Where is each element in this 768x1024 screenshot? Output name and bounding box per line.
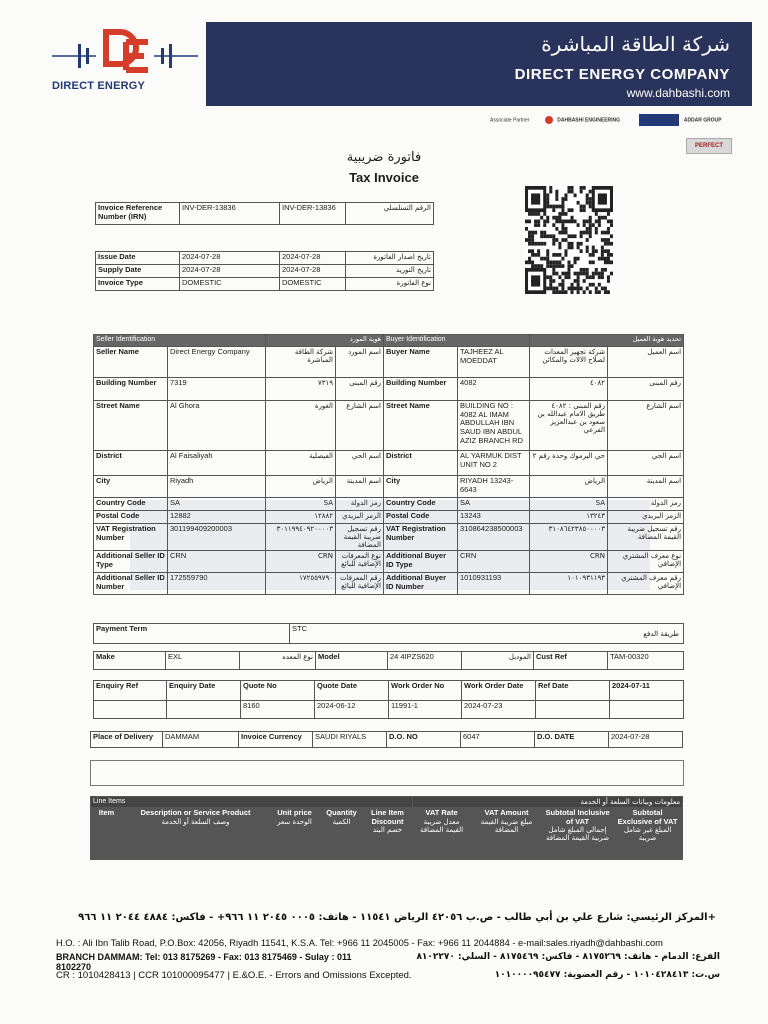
- line-items-column-header: [543, 808, 613, 860]
- seller-field-label-ar: رقم المبنى: [336, 378, 384, 401]
- do-date-value: 2024-07-28: [609, 732, 683, 748]
- identification-row: [94, 476, 684, 498]
- seller-heading: Seller Identification: [94, 335, 266, 347]
- payment-label-ar: طريقة الدفع: [643, 630, 679, 638]
- identification-row: [94, 378, 684, 401]
- seller-field-value: Direct Energy Company: [168, 347, 266, 378]
- column-header-ar: وصف السلعة أو الخدمة: [161, 817, 230, 826]
- enquiry-header: Ref Date: [536, 681, 610, 701]
- seller-field-label-ar: نوع المعرفات الإضافية للبائع: [336, 551, 384, 573]
- seller-field-value: Al Ghora: [168, 401, 266, 451]
- enquiry-value: 11991-1: [389, 701, 462, 719]
- buyer-field-label: Country Code: [384, 498, 458, 511]
- buyer-heading: Buyer Identification: [384, 335, 530, 347]
- issue-value-2: 2024-07-28: [280, 252, 346, 265]
- seller-field-value: CRN: [168, 551, 266, 573]
- footer-hq-ar: المركز الرئيسي: شارع علي بن أبي طالب - ص.ب ٤٢٠٥٦ الرياض ١١٥٤١ - هاتف: ٠٠٠٥ ٢٠٤٥ ١١ ٩٦٦+ - فاكس: ٤٨٨٤ ٢٠٤٤ ١١ ٩٦٦+: [78, 912, 716, 923]
- issue-label-ar: تاريخ اصدار الفاتورة: [346, 252, 434, 265]
- seller-field-label: Street Name: [94, 401, 168, 451]
- buyer-field-label-ar: الرمز البريدي: [608, 511, 684, 524]
- identification-row: [94, 401, 684, 451]
- identification-row: [94, 573, 684, 595]
- enquiry-value: [94, 701, 167, 719]
- buyer-field-value: 310864238500003: [458, 524, 530, 551]
- seller-field-value: 12882: [168, 511, 266, 524]
- enquiry-header: Quote No: [241, 681, 315, 701]
- enquiry-header: Work Order No: [389, 681, 462, 701]
- identification-row: [94, 451, 684, 476]
- issue-label: Issue Date: [96, 252, 180, 265]
- seller-field-label-ar: اسم المورد: [336, 347, 384, 378]
- enquiry-header: Enquiry Ref: [94, 681, 167, 701]
- buyer-field-value-ar: CRN: [530, 551, 608, 573]
- currency-value: SAUDI RIYALS: [313, 732, 387, 748]
- seller-field-value-ar: ١٢٨٨٢: [266, 511, 336, 524]
- buyer-field-label: District: [384, 451, 458, 476]
- column-header-ar: معدل ضريبة القيمة المضافة: [419, 817, 464, 834]
- seller-field-label: Additional Seller ID Number: [94, 573, 168, 595]
- partner-addar-icon: [639, 114, 679, 126]
- column-header-en: VAT Amount: [484, 808, 529, 818]
- seller-field-label-ar: الرمز البريدي: [336, 511, 384, 524]
- qr-code: [525, 186, 613, 294]
- buyer-field-value: BUILDING NO : 4082 AL IMAM ABDULLAH IBN SAUD IBN ABDUL AZIZ BRANCH RD: [458, 401, 530, 451]
- enquiry-header: Quote Date: [315, 681, 389, 701]
- issue-row: [96, 265, 434, 278]
- seller-field-value-ar: شركة الطاقة المباشرة: [266, 347, 336, 378]
- issue-row: [96, 252, 434, 265]
- title-en: Tax Invoice: [349, 170, 419, 185]
- buyer-field-label: Additional Buyer ID Number: [384, 573, 458, 595]
- seller-field-value-ar: ٣٠١١٩٩٤٠٩٢٠٠٠٠٣: [266, 524, 336, 551]
- seller-field-label-ar: رمز الدولة: [336, 498, 384, 511]
- footer-hq-en: H.O. : Ali Ibn Talib Road, P.O.Box: 42056, Riyadh 11541, K.S.A. Tel: +966 11 2045005 - Fax: +966 11 2044884 - e-mail:sales.riyadh@dahbashi.com: [56, 938, 663, 948]
- buyer-field-label: Postal Code: [384, 511, 458, 524]
- buyer-field-label: VAT Registration Number: [384, 524, 458, 551]
- enquiry-value: 2024-06-12: [315, 701, 389, 719]
- buyer-field-value: 13243: [458, 511, 530, 524]
- buyer-field-value: RIYADH 13243-6643: [458, 476, 530, 498]
- seller-field-label: Building Number: [94, 378, 168, 401]
- delivery-table: [90, 731, 683, 748]
- company-name-ar: شركة الطاقة المباشرة: [541, 32, 730, 56]
- currency-label: Invoice Currency: [239, 732, 313, 748]
- partner-perfect: PERFECT: [686, 138, 732, 154]
- enquiry-value: 8160: [241, 701, 315, 719]
- issue-label-ar: نوع الفاتورة: [346, 278, 434, 291]
- line-items-column-header: [123, 808, 269, 860]
- issue-table: [95, 251, 434, 291]
- issue-value-2: DOMESTIC: [280, 278, 346, 291]
- enquiry-value: [536, 701, 610, 719]
- buyer-field-value-ar: ٣١٠٨٦٤٢٣٨٥٠٠٠٠٣: [530, 524, 608, 551]
- seller-field-value-ar: الرياض: [266, 476, 336, 498]
- logo-wordmark: DIRECT ENERGY: [52, 80, 146, 92]
- associate-label: Associate Partner: [490, 117, 530, 124]
- column-header-en: Subtotal Inclusive of VAT: [545, 808, 610, 826]
- model-label: Model: [316, 652, 388, 670]
- irn-value: INV-DER-13836: [180, 203, 280, 225]
- line-items-column-header: [613, 808, 683, 860]
- irn-table: [95, 202, 434, 225]
- enquiry-value: [610, 701, 684, 719]
- seller-field-label: Country Code: [94, 498, 168, 511]
- seller-field-label: VAT Registration Number: [94, 524, 168, 551]
- partner-addar: ADDAR GROUP: [683, 117, 722, 124]
- line-items-column-header: [269, 808, 321, 860]
- seller-field-label: Seller Name: [94, 347, 168, 378]
- column-header-en: Line Item Discount: [371, 808, 404, 826]
- make-table: [93, 651, 684, 670]
- issue-row: [96, 278, 434, 291]
- buyer-field-value-ar: رقم المبنى : ٤٠٨٢ طريق الامام عبدالله بن سعود بن عبدالعزيز الفرعي: [530, 401, 608, 451]
- identification-row: [94, 498, 684, 511]
- issue-value-2: 2024-07-28: [280, 265, 346, 278]
- irn-label-ar: الرقم التسلسلي: [346, 203, 434, 225]
- issue-label-ar: تاريخ التوريد: [346, 265, 434, 278]
- column-header-en: Item: [98, 808, 115, 818]
- column-header-en: Subtotal Exclusive of VAT: [617, 808, 678, 826]
- buyer-field-label: City: [384, 476, 458, 498]
- seller-field-value: 172559790: [168, 573, 266, 595]
- notes-box: [90, 760, 684, 786]
- line-items-column-header: [413, 808, 471, 860]
- issue-label: Invoice Type: [96, 278, 180, 291]
- footer-cr-en: CR : 1010428413 | CCR 101000095477 | E.&O.E. - Errors and Omissions Excepted.: [56, 970, 412, 981]
- seller-field-value: Al Faisaliyah: [168, 451, 266, 476]
- seller-field-value-ar: CRN: [266, 551, 336, 573]
- buyer-field-value: CRN: [458, 551, 530, 573]
- column-header-ar: الكمية: [332, 817, 351, 826]
- column-header-en: Unit price: [277, 808, 312, 818]
- buyer-field-label-ar: رقم معرف المشتري الإضافي: [608, 573, 684, 595]
- payment-table: [93, 623, 684, 644]
- identification-row: [94, 347, 684, 378]
- footer-cr-ar: س.ت: ١٠١٠٤٢٨٤١٣ - رقم العضوية: ١٠١٠٠٠٠٩٥٤٧٧: [494, 970, 720, 980]
- enquiry-header: Enquiry Date: [167, 681, 241, 701]
- seller-field-label-ar: رقم تسجيل ضريبة القيمة المضافة: [336, 524, 384, 551]
- partners-strip: [490, 114, 750, 126]
- buyer-field-value: SA: [458, 498, 530, 511]
- partner-dahbashi: DAHBASHI ENGINEERING: [557, 117, 621, 124]
- identification-row: [94, 551, 684, 573]
- do-no-label: D.O. NO: [387, 732, 461, 748]
- cust-ref-value: TAM-00320: [608, 652, 684, 670]
- do-date-label: D.O. DATE: [535, 732, 609, 748]
- column-header-ar: المبلغ غير شامل ضريبة: [623, 826, 672, 843]
- model-label-ar: الموديل: [462, 652, 534, 670]
- buyer-field-value-ar: ٤٠٨٢: [530, 378, 608, 401]
- buyer-field-value-ar: ١٠١٠٩٣١١٩٣: [530, 573, 608, 595]
- seller-field-value: Riyadh: [168, 476, 266, 498]
- seller-heading-ar: هوية المورد: [266, 335, 384, 347]
- column-header-ar: الوحدة سعر: [277, 817, 312, 826]
- seller-field-label: Additional Seller ID Type: [94, 551, 168, 573]
- seller-field-value-ar: SA: [266, 498, 336, 511]
- buyer-field-value: AL YARMUK DIST UNIT NO 2: [458, 451, 530, 476]
- buyer-field-label: Buyer Name: [384, 347, 458, 378]
- issue-label: Supply Date: [96, 265, 180, 278]
- delivery-place-value: DAMMAM: [163, 732, 239, 748]
- column-header-ar: مبلغ ضريبة القيمة المضافة: [480, 817, 533, 834]
- column-header-ar: إجمالي المبلغ شامل ضريبة القيمة المضافة: [546, 826, 610, 843]
- column-header-en: VAT Rate: [425, 808, 458, 818]
- seller-field-label-ar: رقم المعرفات الإضافية للبائع: [336, 573, 384, 595]
- seller-field-label-ar: اسم الحي: [336, 451, 384, 476]
- enquiry-value: 2024-07-23: [462, 701, 536, 719]
- company-website: www.dahbashi.com: [626, 86, 730, 100]
- line-items-table: [90, 796, 683, 860]
- enquiry-header: 2024-07-11: [610, 681, 684, 701]
- line-items-column-header: [471, 808, 543, 860]
- issue-value: 2024-07-28: [180, 265, 280, 278]
- irn-label: Invoice Reference Number (IRN): [96, 203, 180, 225]
- title-ar: فاتورة ضريبية: [346, 150, 422, 165]
- partner-icon: [545, 116, 553, 124]
- header-banner: [206, 22, 752, 106]
- issue-value: 2024-07-28: [180, 252, 280, 265]
- identification-row: [94, 511, 684, 524]
- company-name-en: DIRECT ENERGY COMPANY: [514, 66, 730, 83]
- seller-field-label: Postal Code: [94, 511, 168, 524]
- seller-field-label-ar: اسم المدينة: [336, 476, 384, 498]
- seller-field-label: City: [94, 476, 168, 498]
- buyer-field-label-ar: رمز الدولة: [608, 498, 684, 511]
- issue-value: DOMESTIC: [180, 278, 280, 291]
- seller-field-label: District: [94, 451, 168, 476]
- delivery-place-label: Place of Delivery: [91, 732, 163, 748]
- column-header-ar: خصم البند: [372, 826, 403, 835]
- line-items-title: Line Items: [91, 797, 413, 808]
- buyer-field-value-ar: شركة تجهيز المعدات لصلاح الالات والمكائن: [530, 347, 608, 378]
- column-header-en: Description or Service Product: [140, 808, 251, 818]
- enquiry-value: [167, 701, 241, 719]
- line-items-column-header: [321, 808, 363, 860]
- cust-ref-label: Cust Ref: [534, 652, 608, 670]
- make-label-ar: نوع المعده: [240, 652, 316, 670]
- line-items-column-header: [363, 808, 413, 860]
- seller-field-value: SA: [168, 498, 266, 511]
- buyer-field-value-ar: الرياض: [530, 476, 608, 498]
- seller-field-value-ar: الفيصلية: [266, 451, 336, 476]
- buyer-field-label-ar: اسم الحي: [608, 451, 684, 476]
- buyer-field-value-ar: ١٣٢٤٣: [530, 511, 608, 524]
- enquiry-table: [93, 680, 684, 719]
- column-header-en: Quantity: [326, 808, 357, 818]
- enquiry-header: Work Order Date: [462, 681, 536, 701]
- seller-field-label-ar: اسم الشارع: [336, 401, 384, 451]
- buyer-field-value: 1010931193: [458, 573, 530, 595]
- seller-field-value: 301199409200003: [168, 524, 266, 551]
- buyer-heading-ar: تحديد هوية العميل: [530, 335, 684, 347]
- seller-field-value-ar: ١٧٢٥٥٩٧٩٠: [266, 573, 336, 595]
- buyer-field-label-ar: رقم تسجيل ضريبة القيمة المضافة: [608, 524, 684, 551]
- buyer-field-value: 4082: [458, 378, 530, 401]
- buyer-field-label-ar: نوع معرف المشتري الإضافي: [608, 551, 684, 573]
- payment-label: Payment Term: [94, 624, 290, 644]
- buyer-field-label-ar: اسم الشارع: [608, 401, 684, 451]
- do-no-value: 6047: [461, 732, 535, 748]
- footer-branch-en: BRANCH DAMMAM: Tel: 013 8175269 - Fax: 013 8175469 - Sulay : 011 8102270: [56, 952, 352, 972]
- buyer-field-label: Street Name: [384, 401, 458, 451]
- buyer-field-label: Additional Buyer ID Type: [384, 551, 458, 573]
- payment-value: STC: [292, 624, 307, 633]
- model-value: 24 4IPZS620: [388, 652, 462, 670]
- footer-branch-ar: الفرع: الدمام - هاتف: ٨١٧٥٢٦٩ - فاكس: ٨١٧٥٤٦٩ - السلي: ٨١٠٢٢٧٠: [416, 952, 720, 962]
- buyer-field-value-ar: SA: [530, 498, 608, 511]
- irn-value-2: INV-DER-13836: [280, 203, 346, 225]
- buyer-field-label-ar: اسم المدينة: [608, 476, 684, 498]
- seller-field-value-ar: الغورة: [266, 401, 336, 451]
- line-items-title-ar: معلومات وبيانات السلعة أو الخدمة: [413, 797, 683, 808]
- seller-field-value-ar: ٧٣١٩: [266, 378, 336, 401]
- buyer-field-value-ar: حي اليرموك وحدة رقم ٢: [530, 451, 608, 476]
- identification-row: [94, 524, 684, 551]
- make-label: Make: [94, 652, 166, 670]
- buyer-field-label-ar: اسم العميل: [608, 347, 684, 378]
- identification-table: [93, 334, 684, 595]
- buyer-field-value: TAJHEEZ AL MOEDDAT: [458, 347, 530, 378]
- buyer-field-label: Building Number: [384, 378, 458, 401]
- make-value: EXL: [166, 652, 240, 670]
- seller-field-value: 7319: [168, 378, 266, 401]
- buyer-field-label-ar: رقم المبنى: [608, 378, 684, 401]
- line-items-column-header: [91, 808, 123, 860]
